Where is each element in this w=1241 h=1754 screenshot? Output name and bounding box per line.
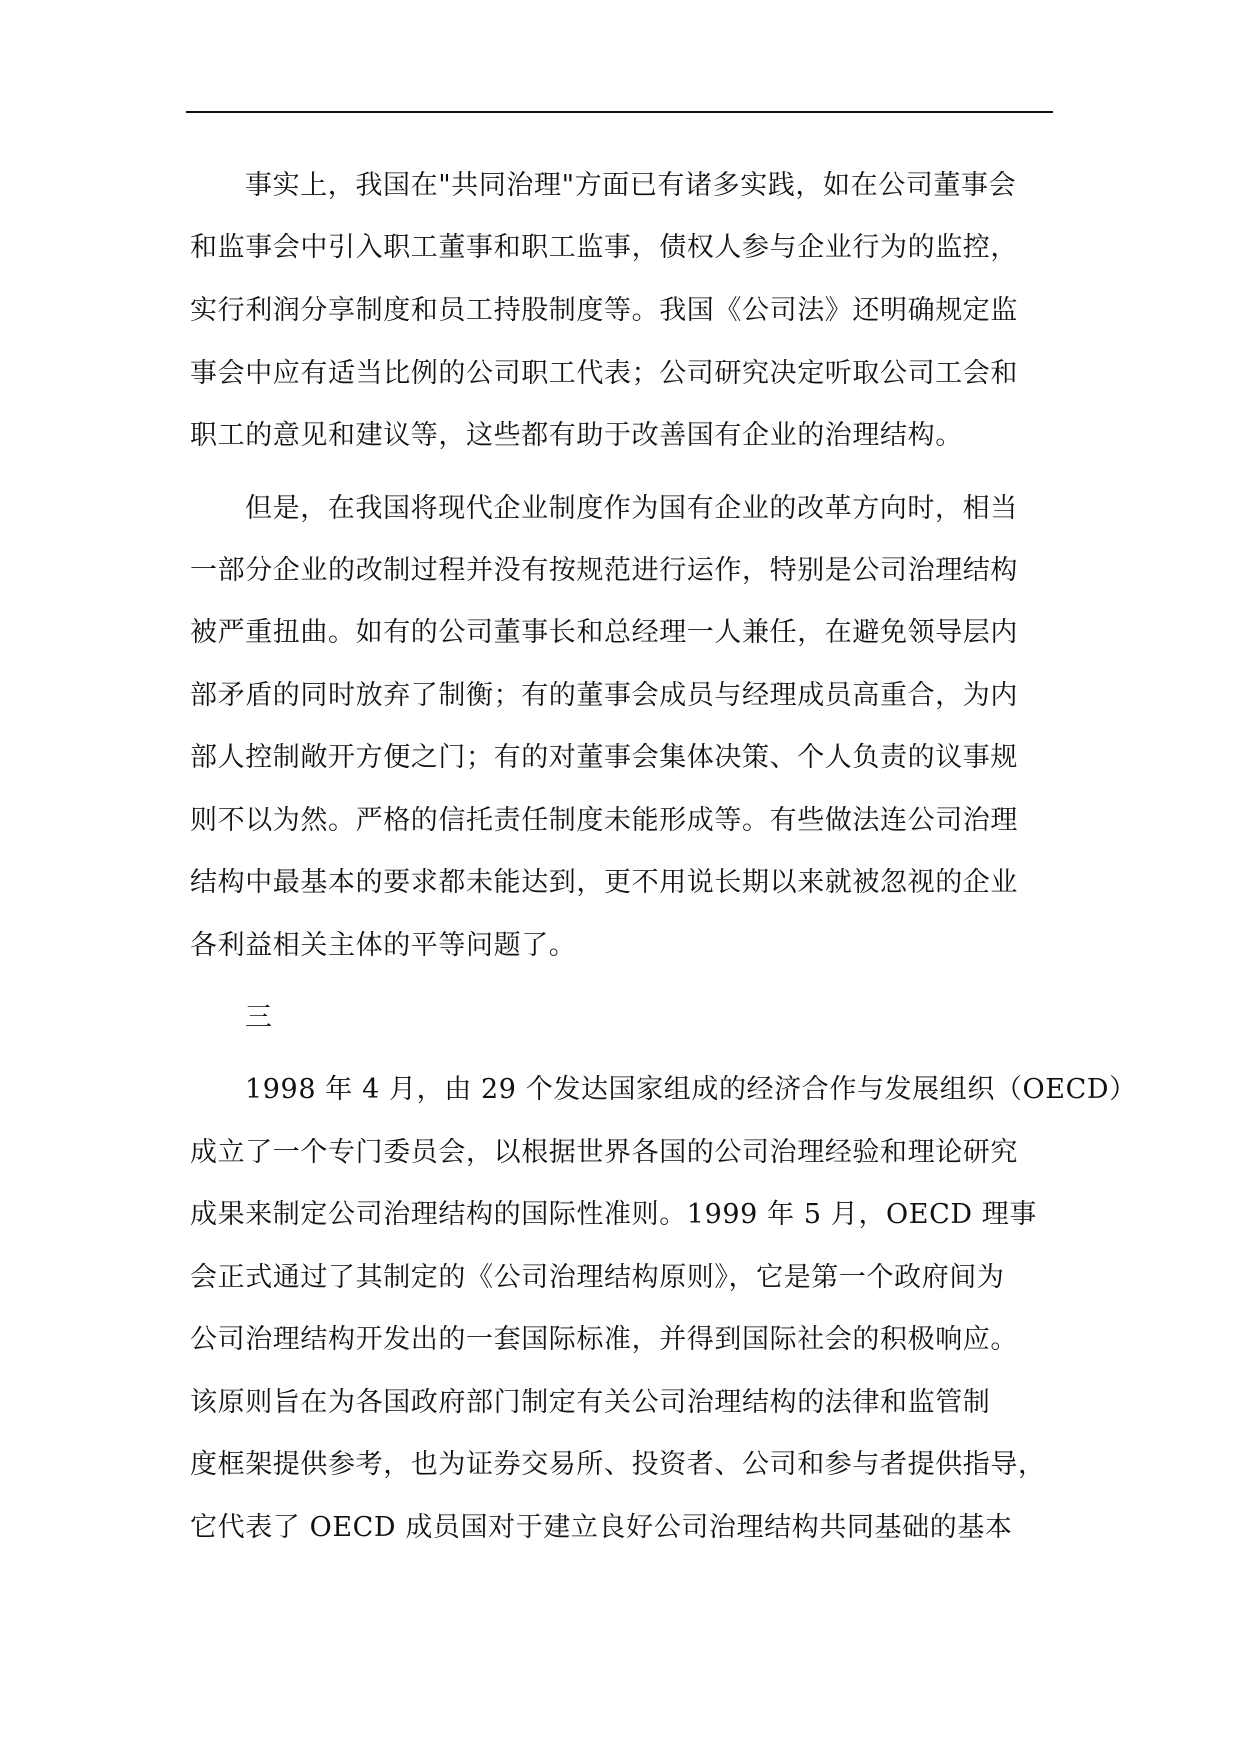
text-line: 度框架提供参考，也为证券交易所、投资者、公司和参与者提供指导， — [190, 1449, 1046, 1480]
text-line: 结构中最基本的要求都未能达到，更不用说长期以来就被忽视的企业 — [190, 867, 1018, 898]
text-line: 和监事会中引入职工董事和职工监事，债权人参与企业行为的监控， — [190, 232, 1018, 263]
text-line: 事实上，我国在"共同治理"方面已有诸多实践，如在公司董事会 — [245, 170, 1017, 201]
text-line: 事会中应有适当比例的公司职工代表；公司研究决定听取公司工会和 — [190, 358, 1018, 389]
text-line: 成果来制定公司治理结构的国际性准则。1999 年 5 月，OECD 理事 — [190, 1199, 1037, 1230]
text-line: 各利益相关主体的平等问题了。 — [190, 930, 577, 961]
text-line: 公司治理结构开发出的一套国际标准，并得到国际社会的积极响应。 — [190, 1324, 1018, 1355]
text-line: 部人控制敞开方便之门；有的对董事会集体决策、个人负责的议事规 — [190, 742, 1018, 773]
section-heading: 三 — [245, 1002, 273, 1033]
header-rule — [186, 111, 1053, 113]
text-line: 该原则旨在为各国政府部门制定有关公司治理结构的法律和监管制 — [190, 1387, 991, 1418]
text-line: 但是，在我国将现代企业制度作为国有企业的改革方向时，相当 — [245, 493, 1018, 524]
text-line: 则不以为然。严格的信托责任制度未能形成等。有些做法连公司治理 — [190, 805, 1018, 836]
text-line: 实行利润分享制度和员工持股制度等。我国《公司法》还明确规定监 — [190, 295, 1018, 326]
text-line: 部矛盾的同时放弃了制衡；有的董事会成员与经理成员高重合，为内 — [190, 680, 1018, 711]
text-line: 被严重扭曲。如有的公司董事长和总经理一人兼任，在避免领导层内 — [190, 617, 1018, 648]
text-line: 会正式通过了其制定的《公司治理结构原则》，它是第一个政府间为 — [190, 1262, 1005, 1293]
text-line: 一部分企业的改制过程并没有按规范进行运作，特别是公司治理结构 — [190, 555, 1018, 586]
text-line: 成立了一个专门委员会，以根据世界各国的公司治理经验和理论研究 — [190, 1137, 1018, 1168]
text-line: 1998 年 4 月，由 29 个发达国家组成的经济合作与发展组织（OECD） — [245, 1074, 1137, 1105]
text-line: 职工的意见和建议等，这些都有助于改善国有企业的治理结构。 — [190, 420, 963, 451]
text-line: 它代表了 OECD 成员国对于建立良好公司治理结构共同基础的基本 — [190, 1512, 1013, 1543]
